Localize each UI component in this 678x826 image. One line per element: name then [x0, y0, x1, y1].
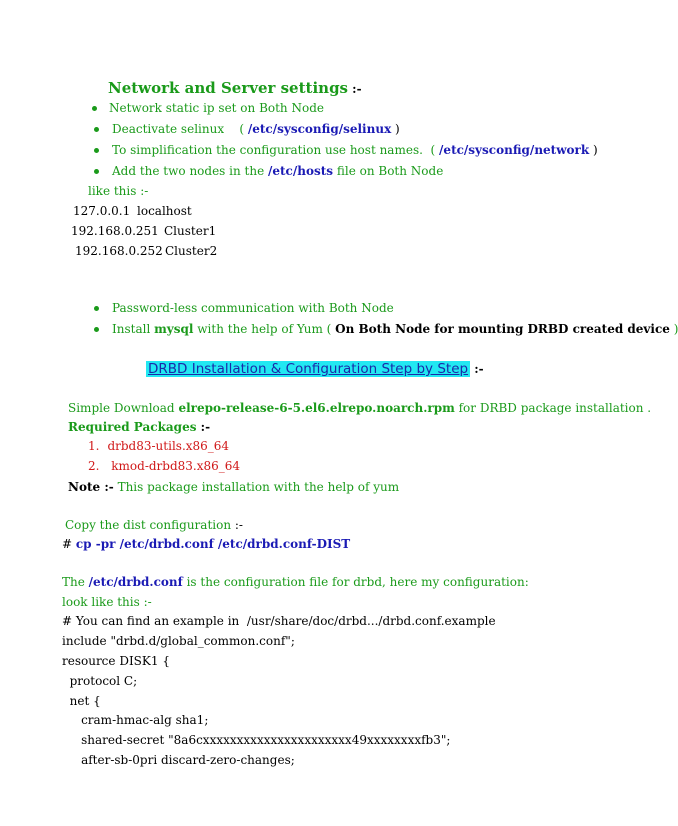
- config-line: cram-hmac-alg sha1;: [62, 713, 209, 727]
- hosts-line: 192.168.0.252 Cluster2: [75, 244, 218, 258]
- conf-description: The /etc/drbd.conf is the configuration file for drbd, here my configuration:: [62, 575, 529, 589]
- bullet-dot-icon: [92, 106, 97, 111]
- bullet-dot-icon: [94, 327, 99, 332]
- config-line: shared-secret "8a6cxxxxxxxxxxxxxxxxxxxxxx49xxxxxxxxfb3";: [62, 733, 451, 747]
- bullet-hostnames: To simplification the configuration use host names. ( /etc/sysconfig/network ): [112, 143, 598, 157]
- hosts-line: 127.0.0.1 localhost: [73, 204, 192, 218]
- package-item: 1. drbd83-utils.x86_64: [88, 439, 230, 453]
- copy-command: # cp -pr /etc/drbd.conf /etc/drbd.conf-DIST: [62, 537, 351, 551]
- download-line: Simple Download elrepo-release-6-5.el6.elrepo.noarch.rpm for DRBD package installation .: [68, 401, 652, 415]
- bullet-selinux: Deactivate selinux ( /etc/sysconfig/selinux ): [112, 122, 400, 136]
- config-line: include "drbd.d/global_common.conf";: [62, 634, 295, 648]
- config-line: protocol C;: [62, 674, 138, 688]
- conf-like-this: look like this :-: [62, 595, 152, 609]
- bullet-dot-icon: [94, 127, 99, 132]
- note-line: Note :- This package installation with the help of yum: [68, 480, 400, 494]
- bullet-static-ip: Network static ip set on Both Node: [109, 101, 324, 115]
- bullet-hosts-file: Add the two nodes in the /etc/hosts file on Both Node: [112, 164, 444, 178]
- hosts-line: 192.168.0.251 Cluster1: [71, 224, 217, 238]
- config-line: after-sb-0pri discard-zero-changes;: [62, 753, 295, 767]
- config-line: # You can find an example in /usr/share/doc/drbd.../drbd.conf.example: [62, 614, 496, 628]
- bullet-dot-icon: [94, 169, 99, 174]
- package-item: 2. kmod-drbd83.x86_64: [88, 459, 241, 473]
- bullet-dot-icon: [94, 148, 99, 153]
- like-this-label: like this :-: [88, 184, 149, 198]
- bullet-dot-icon: [94, 306, 99, 311]
- drbd-heading: DRBD Installation & Configuration Step by Step :-: [148, 361, 484, 377]
- required-packages-label: Required Packages :-: [68, 420, 211, 434]
- config-line: resource DISK1 {: [62, 654, 170, 668]
- config-line: net {: [62, 694, 101, 708]
- network-heading: Network and Server settings :-: [108, 79, 362, 97]
- bullet-install-mysql: Install mysql with the help of Yum ( On Both Node for mounting DRBD created device ): [112, 322, 678, 336]
- copy-dist-label: Copy the dist configuration :-: [65, 518, 243, 532]
- bullet-passwordless: Password-less communication with Both Node: [112, 301, 394, 315]
